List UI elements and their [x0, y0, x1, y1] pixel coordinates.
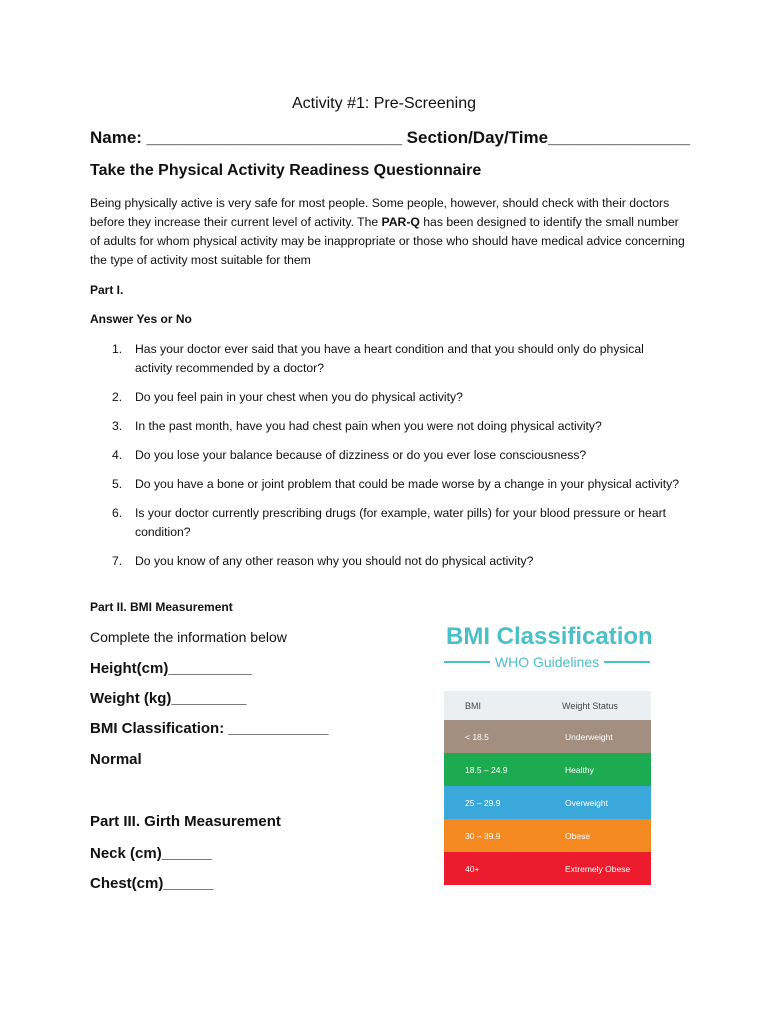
question-list — [90, 340, 680, 581]
bmi-row-overweight — [444, 786, 651, 819]
question-number: 3. — [112, 419, 123, 433]
question-item — [90, 475, 680, 494]
question-item — [90, 388, 680, 407]
questionnaire-heading: Take the Physical Activity Readiness Questionnaire — [90, 162, 482, 179]
bmi-classification-image — [413, 618, 681, 888]
height-field: Height(cm)__________ — [90, 660, 252, 677]
bmi-status: Extremely Obese — [565, 863, 631, 874]
subtitle-rule-right — [604, 661, 650, 663]
page-title: Activity #1: Pre-Screening — [291, 95, 477, 112]
question-text: Has your doctor ever said that you have a heart condition and that you should only do physical activity recommended by a doctor? — [135, 342, 644, 375]
intro-paragraph — [90, 194, 690, 270]
subtitle-rule-left — [444, 661, 490, 663]
bmi-status: Obese — [565, 830, 591, 841]
bmi-range: 30 – 39.9 — [465, 830, 501, 841]
bmi-chart-subtitle: WHO Guidelines — [494, 654, 600, 670]
bmi-status: Healthy — [565, 764, 594, 775]
question-text: Is your doctor currently prescribing drugs (for example, water pills) for your blood pressure or heart condition? — [135, 506, 667, 539]
intro-text-2: has been designed to identify the small number of adults for whom physical activity may be inappropriate or those who should have medical advice concerning the type of activity most suitable for them — [90, 215, 685, 267]
bmi-status: Overweight — [565, 797, 608, 808]
question-number: 7. — [112, 554, 123, 568]
intro-text-1: Being physically active is very safe for most people. Some people, however, should check with their doctors before they increase their current level of activity. The — [90, 196, 670, 229]
question-item — [90, 552, 680, 571]
bmi-table-header — [444, 691, 651, 720]
bmi-classification-field: BMI Classification: ____________ — [90, 720, 329, 737]
bmi-chart-title: BMI Classification — [446, 623, 653, 650]
weight-field: Weight (kg)_________ — [90, 690, 247, 707]
bmi-row-underweight — [444, 720, 651, 753]
question-text: Do you know of any other reason why you should not do physical activity? — [135, 554, 534, 568]
chest-field: Chest(cm)______ — [90, 875, 214, 892]
question-number: 6. — [112, 506, 123, 520]
part3-label: Part III. Girth Measurement — [90, 813, 281, 830]
question-item — [90, 340, 680, 378]
bmi-row-extremely-obese — [444, 852, 651, 885]
bmi-range: 18.5 – 24.9 — [465, 764, 508, 775]
parq-bold: PAR-Q — [381, 215, 420, 229]
bmi-status: Underweight — [565, 731, 613, 742]
part1-label: Part I. — [90, 283, 124, 297]
name-section-line: Name: ___________________________ Section/Day/Time_______________ — [90, 128, 690, 147]
col-header-bmi: BMI — [465, 700, 482, 711]
question-item — [90, 446, 680, 465]
col-header-status: Weight Status — [562, 700, 618, 711]
bmi-table — [444, 691, 651, 885]
question-number: 4. — [112, 448, 123, 462]
bmi-row-obese — [444, 819, 651, 852]
answer-instruction: Answer Yes or No — [90, 312, 192, 326]
complete-instruction: Complete the information below — [90, 629, 287, 645]
question-text: Do you have a bone or joint problem that could be made worse by a change in your physical activity? — [135, 477, 680, 491]
bmi-range: < 18.5 — [465, 731, 489, 742]
part2-label: Part II. BMI Measurement — [90, 600, 233, 614]
neck-field: Neck (cm)______ — [90, 845, 212, 862]
question-text: Do you lose your balance because of dizziness or do you ever lose consciousness? — [135, 448, 587, 462]
question-text: Do you feel pain in your chest when you do physical activity? — [135, 390, 463, 404]
question-text: In the past month, have you had chest pain when you were not doing physical activity? — [135, 419, 602, 433]
bmi-row-healthy — [444, 753, 651, 786]
question-number: 5. — [112, 477, 123, 491]
question-item — [90, 417, 680, 436]
question-item — [90, 504, 680, 542]
question-number: 2. — [112, 390, 123, 404]
question-number: 1. — [112, 342, 123, 356]
bmi-answer-normal: Normal — [90, 751, 142, 768]
bmi-chart-subtitle-row — [444, 653, 650, 671]
bmi-range: 25 – 29.9 — [465, 797, 501, 808]
bmi-range: 40+ — [465, 863, 480, 874]
